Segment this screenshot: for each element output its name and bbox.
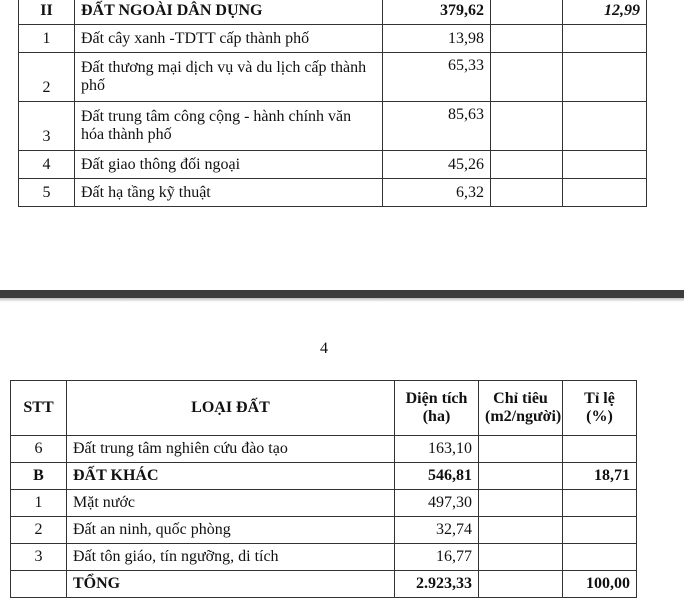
row-indicator — [479, 571, 563, 598]
row-stt: 3 — [11, 544, 67, 571]
row-indicator — [479, 517, 563, 544]
table-row — [19, 179, 647, 207]
row-ratio — [563, 151, 647, 179]
row-ratio: 18,71 — [563, 463, 637, 490]
row-stt: 4 — [19, 151, 75, 179]
row-stt: 3 — [19, 102, 75, 151]
table-row — [19, 151, 647, 179]
row-stt: 2 — [19, 53, 75, 102]
table-row — [11, 436, 637, 463]
row-land-type: Đất trung tâm công cộng - hành chính văn hóa thành phố — [75, 102, 383, 151]
row-ratio — [563, 436, 637, 463]
page-break-divider — [0, 290, 684, 298]
row-land-type: Đất trung tâm nghiên cứu đào tạo — [67, 436, 395, 463]
row-ratio — [563, 517, 637, 544]
row-land-type: ĐẤT NGOÀI DÂN DỤNG — [75, 0, 383, 25]
row-indicator — [491, 0, 563, 25]
table-row — [11, 490, 637, 517]
row-stt: 6 — [11, 436, 67, 463]
row-indicator — [479, 463, 563, 490]
row-ratio — [563, 544, 637, 571]
row-area: 497,30 — [395, 490, 479, 517]
table-row — [11, 517, 637, 544]
row-stt: 2 — [11, 517, 67, 544]
land-use-table-top — [18, 0, 647, 207]
row-land-type: Đất hạ tầng kỹ thuật — [75, 179, 383, 207]
row-area: 85,63 — [383, 102, 491, 151]
row-ratio: 100,00 — [563, 571, 637, 598]
row-ratio: 12,99 — [563, 0, 647, 25]
table-row — [19, 53, 647, 102]
row-indicator — [479, 544, 563, 571]
page-break-shadow — [0, 298, 684, 302]
header-indicator: Chỉ tiêu (m2/người) — [479, 381, 563, 436]
row-indicator — [491, 53, 563, 102]
land-use-table-bottom — [10, 380, 637, 598]
row-ratio — [563, 53, 647, 102]
header-land-type: LOẠI ĐẤT — [67, 381, 395, 436]
page-number: 4 — [320, 340, 328, 357]
header-ratio: Tỉ lệ (%) — [563, 381, 637, 436]
table-row — [19, 25, 647, 53]
row-area: 379,62 — [383, 0, 491, 25]
row-area: 65,33 — [383, 53, 491, 102]
header-area: Diện tích (ha) — [395, 381, 479, 436]
row-area: 163,10 — [395, 436, 479, 463]
table-row-total — [11, 571, 637, 598]
row-land-type: Đất cây xanh -TDTT cấp thành phố — [75, 25, 383, 53]
row-stt: 1 — [11, 490, 67, 517]
table-row — [19, 0, 647, 25]
row-stt: II — [19, 0, 75, 25]
row-land-type: Mặt nước — [67, 490, 395, 517]
header-stt: STT — [11, 381, 67, 436]
row-land-type: Đất thương mại dịch vụ và du lịch cấp thành phố — [75, 53, 383, 102]
row-stt: B — [11, 463, 67, 490]
table-row — [11, 544, 637, 571]
row-area: 16,77 — [395, 544, 479, 571]
table-header-row — [11, 381, 637, 436]
row-land-type: Đất an ninh, quốc phòng — [67, 517, 395, 544]
row-ratio — [563, 179, 647, 207]
table-row — [11, 463, 637, 490]
row-indicator — [479, 490, 563, 517]
row-indicator — [491, 179, 563, 207]
row-ratio — [563, 102, 647, 151]
row-ratio — [563, 25, 647, 53]
row-land-type: TỔNG — [67, 571, 395, 598]
row-land-type: ĐẤT KHÁC — [67, 463, 395, 490]
row-area: 13,98 — [383, 25, 491, 53]
row-area: 32,74 — [395, 517, 479, 544]
row-indicator — [491, 151, 563, 179]
row-area: 2.923,33 — [395, 571, 479, 598]
row-indicator — [479, 436, 563, 463]
row-area: 45,26 — [383, 151, 491, 179]
row-indicator — [491, 25, 563, 53]
row-area: 546,81 — [395, 463, 479, 490]
row-area: 6,32 — [383, 179, 491, 207]
row-stt: 1 — [19, 25, 75, 53]
row-ratio — [563, 490, 637, 517]
row-land-type: Đất giao thông đối ngoại — [75, 151, 383, 179]
row-indicator — [491, 102, 563, 151]
row-stt: 5 — [19, 179, 75, 207]
row-stt — [11, 571, 67, 598]
row-land-type: Đất tôn giáo, tín ngưỡng, di tích — [67, 544, 395, 571]
table-row — [19, 102, 647, 151]
